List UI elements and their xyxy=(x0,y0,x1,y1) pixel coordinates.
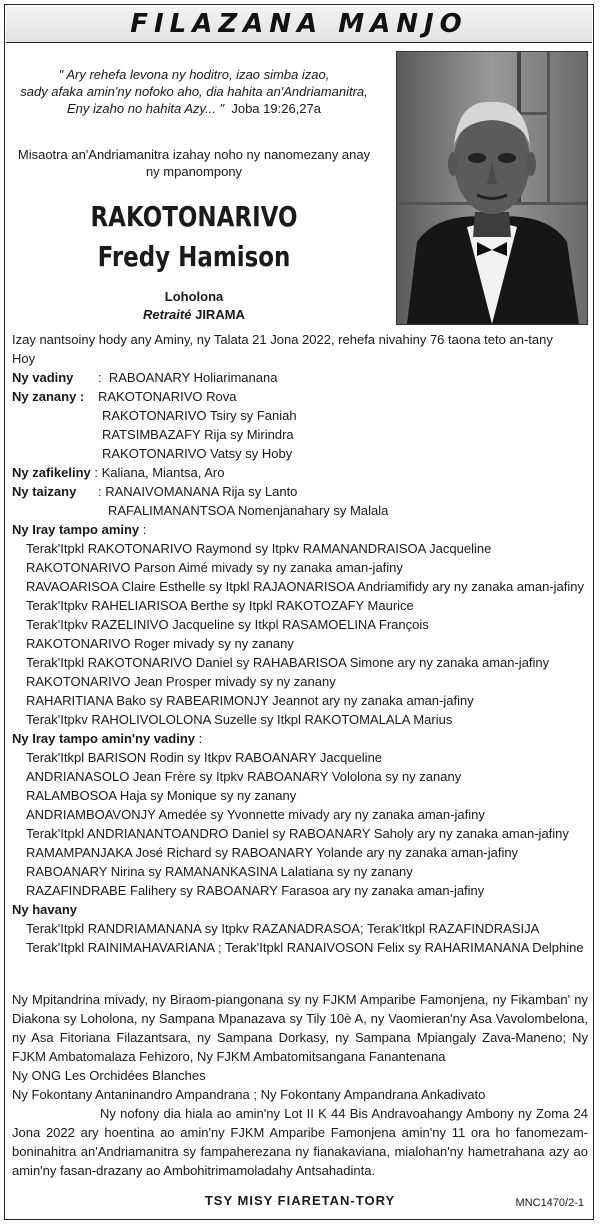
bible-quote xyxy=(14,66,374,117)
list-item: Terak'Itpkv RAHOLIVOLOLONA Suzelle sy Itkpl RAKOTOMALALA Marius xyxy=(26,712,453,727)
children-label: Ny zanany : xyxy=(12,389,85,404)
banner-title: FILAZANA MANJO xyxy=(130,9,468,39)
notice-body xyxy=(12,330,588,957)
siblings-label: Ny Iray tampo aminy xyxy=(12,522,140,537)
list-item: ANDRIANASOLO Jean Frère sy Itpkv RABOANARY Vololona sy ny zanany xyxy=(26,769,462,784)
thanks-line: ny mpanompony xyxy=(145,164,243,179)
siblings-colon: : xyxy=(139,522,147,537)
list-item: RAHARITIANA Bako sy RABEARIMONJY Jeannot ary ny zanaka aman-jafiny xyxy=(26,693,474,708)
spouse-siblings-colon: : xyxy=(194,731,203,746)
list-item: RANAIVOMANANA Rija sy Lanto xyxy=(105,484,298,499)
children-row xyxy=(12,387,588,406)
deceased-given-name: Fredy Hamison xyxy=(97,240,291,273)
list-item: Terak'Itpkl RAKOTONARIVO Daniel sy RAHABARISOA Simone ary ny zanaka aman-jafiny xyxy=(26,655,550,670)
spouse-siblings-header xyxy=(12,729,588,748)
announcement-line: Izay nantsoiny hody any Aminy, ny Talata 21 Jona 2022, rehefa nivahiny 76 taona teto an-tany xyxy=(12,332,553,347)
list-item: RAKOTONARIVO Parson Aimé mivady sy ny zanaka aman-jafiny xyxy=(26,560,403,575)
list-item: RAMAMPANJAKA José Richard sy RABOANARY Yolande ary ny zanaka aman-jafiny xyxy=(26,845,519,860)
list-item: RAKOTONARIVO Jean Prosper mivady sy ny zanany xyxy=(26,674,336,689)
list-item: RATSIMBAZAFY Rija sy Mirindra xyxy=(102,427,294,442)
list-item: RAVAOARISOA Claire Esthelle sy Itpkl RAJAONARISOA Andriamifidy ary ny zanaka aman-jafiny xyxy=(26,579,585,594)
thanks-text xyxy=(14,146,374,180)
list-item: RAKOTONARIVO Vatsy sy Hoby xyxy=(102,446,293,461)
footer-note: TSY MISY FIARETAN-TORY xyxy=(204,1193,396,1208)
grandchildren-value: Kaliana, Miantsa, Aro xyxy=(101,465,225,480)
spouse-row xyxy=(12,368,588,387)
siblings-header xyxy=(12,520,588,539)
spouse-colon: : xyxy=(98,370,109,385)
list-item: RAFALIMANANTSOA Nomenjanahary sy Malala xyxy=(108,503,389,518)
spouse-value: RABOANARY Holiarimanana xyxy=(108,370,278,385)
announcement-line: Hoy xyxy=(12,351,36,366)
list-item: RALAMBOSOA Haja sy Monique sy ny zanany xyxy=(26,788,297,803)
quote-line: Eny izaho no hahita Azy... " xyxy=(67,101,225,116)
deceased-occupation xyxy=(14,307,374,322)
relatives-label: Ny havany xyxy=(12,902,78,917)
employer: JIRAMA xyxy=(195,307,245,322)
raised-label: Ny taizany xyxy=(12,484,77,499)
retired-word: Retraité xyxy=(143,307,192,322)
list-item: Terak'Itpkl RAKOTONARIVO Raymond sy Itpkv RAMANANDRAISOA Jacqueline xyxy=(26,541,492,556)
spouse-siblings-label: Ny Iray tampo amin'ny vadiny xyxy=(12,731,195,746)
list-item: RAKOTONARIVO Roger mivady sy ny zanany xyxy=(26,636,294,651)
list-item: Terak'Itpkv RAHELIARISOA Berthe sy Itpkl RAKOTOZAFY Maurice xyxy=(26,598,414,613)
grandchildren-row xyxy=(12,463,588,482)
list-item: Terak'Itpkl RANDRIAMANANA sy Itpkv RAZANADRASOA; Terak'Itkpl RAZAFINDRASIJA xyxy=(26,921,540,936)
closing-line: Ny ONG Les Orchidées Blanches xyxy=(12,1068,206,1083)
deceased-title: Loholona xyxy=(164,289,224,304)
quote-reference: Joba 19:26,27a xyxy=(231,101,321,116)
list-item: Terak'Itpkv RAZELINIVO Jacqueline sy Itkpl RASAMOELINA François xyxy=(26,617,429,632)
spouse-label: Ny vadiny xyxy=(12,370,74,385)
closing-line: Ny Fokontany Antaninandro Ampandrana ; Ny Fokontany Ampandrana Ankadivato xyxy=(12,1087,486,1102)
list-item: Terak'Itkpl BARISON Rodin sy Itkpv RABOANARY Jacqueline xyxy=(26,750,383,765)
list-item: RAKOTONARIVO Tsiry sy Faniah xyxy=(102,408,297,423)
closing-section xyxy=(12,990,588,1180)
raised-row xyxy=(12,482,588,501)
grandchildren-colon: : xyxy=(90,465,102,480)
quote-line: " Ary rehefa levona ny hoditro, izao simba izao, xyxy=(58,67,330,82)
funeral-details: Ny nofony dia hiala ao amin'ny Lot II K 44 Bis Andravoahangy Ambony ny Zoma 24 Jona 2022 ary hoentina ao amin'ny FJKM Amparibe Famonjena amin'ny 11 ora ho fanomezam-boninahitra an'Andriamanitra sy fampaherezana ny fianakaviana, mialohan'ny hametrahana azy ao amin'ny fasan-drazany ao Ambohitrimamoladahy Antsahadinta. xyxy=(12,1106,588,1178)
list-item: ANDRIAMBOAVONJY Amedée sy Yvonnette mivady ary ny zanaka aman-jafiny xyxy=(26,807,485,822)
quote-line: sady afaka amin'ny nofoko aho, dia hahita an'Andriamanitra, xyxy=(20,84,368,99)
reference-code: MNC1470/2-1 xyxy=(515,1197,584,1209)
deceased-surname: RAKOTONARIVO xyxy=(90,200,298,233)
portrait-photo xyxy=(396,51,588,325)
grandchildren-label: Ny zafikeliny xyxy=(12,465,91,480)
portrait-illustration xyxy=(397,52,587,324)
list-item: Terak'Itpkl ANDRIANANTOANDRO Daniel sy RABOANARY Saholy ary ny zanaka aman-jafiny xyxy=(26,826,569,841)
thanks-line: Misaotra an'Andriamanitra izahay noho ny nanomezany anay xyxy=(17,147,371,162)
list-item: Terak'Itpkl RAINIMAHAVARIANA ; Terak'Itpkl RANAIVOSON Felix sy RAHARIMANANA Delphine xyxy=(26,940,584,955)
notice-banner xyxy=(6,6,592,43)
list-item: RAKOTONARIVO Rova xyxy=(98,389,237,404)
list-item: RABOANARY Nirina sy RAMANANKASINA Lalatiana sy ny zanany xyxy=(26,864,413,879)
raised-colon: : xyxy=(98,484,106,499)
list-item: RAZAFINDRABE Falihery sy RABOANARY Farasoa ary ny zanaka aman-jafiny xyxy=(26,883,485,898)
closing-paragraph: Ny Mpitandrina mivady, ny Biraom-piangonana sy ny FJKM Amparibe Famonjena, ny Fikamban' ny Diakona sy Loholona, ny Sampana Mpanazava sy Tily 10è A, ny Vaomieran'ny Asa Vavolombelona, ny Asa Fitoriana Filazantsara, ny Sampana Dorkasy, ny Sampana Mpiangaly Zava-Maneno; Ny FJKM Ambatomalaza Fehizoro, Ny FJKM Ambatomitsangana Fanantenana xyxy=(12,992,588,1064)
